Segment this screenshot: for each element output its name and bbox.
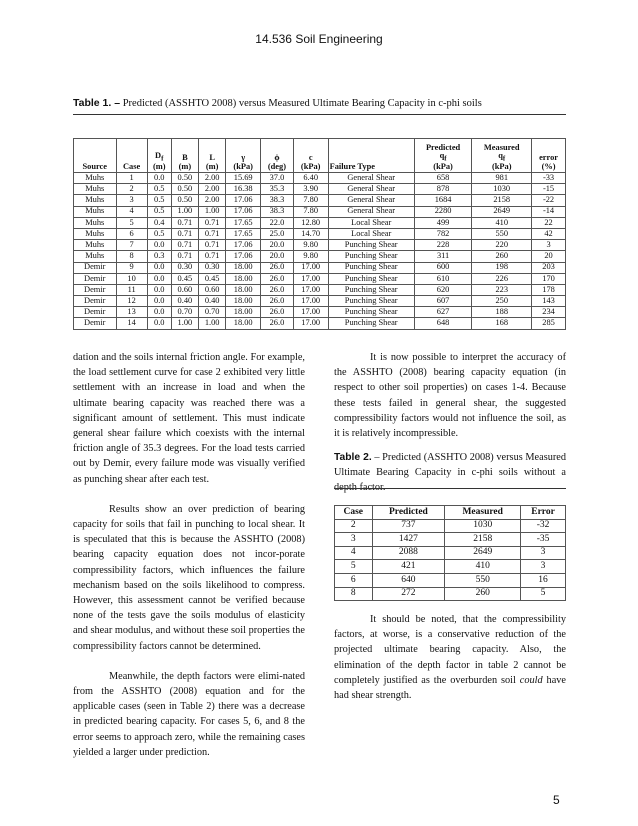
table1-cell: 0.0 — [147, 307, 171, 318]
table1-cell: 18.00 — [226, 318, 261, 329]
table2-caption-label: Table 2. — [334, 452, 372, 463]
table2 — [334, 505, 566, 601]
table1-cell: General Shear — [328, 206, 414, 217]
table1-header-cell — [293, 139, 328, 173]
table1-cell: 26.0 — [261, 284, 294, 295]
table1-cell: 17.00 — [293, 296, 328, 307]
table-row — [74, 228, 566, 239]
table1-cell: 234 — [532, 307, 566, 318]
table1-cell: Punching Shear — [328, 284, 414, 295]
table1-cell: 0.0 — [147, 173, 171, 184]
table2-cell: -35 — [521, 533, 566, 547]
table1-cell: Muhs — [74, 195, 117, 206]
table1-cell: 0.40 — [199, 296, 226, 307]
table1-cell: 170 — [532, 273, 566, 284]
table1-cell: 2.00 — [199, 195, 226, 206]
table1-cell: 1684 — [414, 195, 472, 206]
table1-cell: 0.71 — [199, 240, 226, 251]
table1-cell: 1 — [116, 173, 147, 184]
table1-cell: 26.0 — [261, 262, 294, 273]
table2-cell: 421 — [372, 560, 445, 574]
right-column — [334, 350, 566, 441]
table1-header-cell — [171, 139, 198, 173]
table1-header-line: Predicted — [425, 142, 461, 152]
table1-cell: Punching Shear — [328, 273, 414, 284]
table1-header-line: (%) — [541, 161, 556, 171]
table2-cell: 6 — [335, 573, 373, 587]
table-row — [335, 560, 566, 574]
table1-cell: 7.80 — [293, 195, 328, 206]
table1-cell: 7.80 — [293, 206, 328, 217]
table1-header-line: ϕ — [274, 153, 280, 163]
table1-cell: 499 — [414, 217, 472, 228]
table1-cell: Muhs — [74, 206, 117, 217]
table1-cell: 311 — [414, 251, 472, 262]
table1-header-line: $q_f$ — [498, 150, 506, 163]
table2-cell: 2088 — [372, 546, 445, 560]
table2-cell: 2158 — [445, 533, 521, 547]
table1-cell: Demir — [74, 273, 117, 284]
table2-cell: 3 — [335, 533, 373, 547]
table1-cell: 4 — [116, 206, 147, 217]
table1-cell: Demir — [74, 284, 117, 295]
table1-cell: 1.00 — [171, 318, 198, 329]
table1-cell: General Shear — [328, 195, 414, 206]
table1-cell: 9.80 — [293, 251, 328, 262]
table1-cell: 18.00 — [226, 296, 261, 307]
table1-cell: 8 — [116, 251, 147, 262]
table-row — [74, 296, 566, 307]
table1-cell: 0.60 — [171, 284, 198, 295]
table1-cell: 220 — [472, 240, 532, 251]
table1-cell: Local Shear — [328, 217, 414, 228]
table-row — [74, 217, 566, 228]
table1-body — [74, 173, 566, 330]
table1-cell: 550 — [472, 228, 532, 239]
table1-cell: 17.06 — [226, 240, 261, 251]
table1-header-line: (kPa) — [433, 161, 453, 171]
table1-header-line: Failure Type — [329, 161, 375, 171]
table1-cell: 3.90 — [293, 184, 328, 195]
table1-cell: 18.00 — [226, 284, 261, 295]
table1-cell: 0.0 — [147, 284, 171, 295]
table1-cell: 981 — [472, 173, 532, 184]
table-row — [335, 546, 566, 560]
table1-cell: 0.0 — [147, 262, 171, 273]
table1-header-row — [74, 139, 566, 173]
table1-cell: 600 — [414, 262, 472, 273]
table1-cell: 0.30 — [199, 262, 226, 273]
left-paragraph-1: dation and the soils internal friction angle. For example, the load settlement curve for case 2 exhibited very little settlement with an increase in load and when the ultimate bearing capacity was reached there was a significant amount of settlement. This must indicate general shear failure which coexists with the internal friction angle of 35.3 degrees. For the load tests carried out by Demir, every failure mode was visually verified as punching shear after each test. — [73, 352, 305, 485]
table1-cell: 610 — [414, 273, 472, 284]
table1-header-cell — [116, 139, 147, 173]
table-row — [74, 284, 566, 295]
table1-cell: 203 — [532, 262, 566, 273]
table1-header-line: $q_f$ — [439, 150, 447, 163]
table1-header-line: (m) — [205, 161, 219, 171]
table1-cell: 878 — [414, 184, 472, 195]
table2-cell: 16 — [521, 573, 566, 587]
table1-cell: 0.71 — [171, 240, 198, 251]
table1-cell: 18.00 — [226, 262, 261, 273]
table1-cell: 17.06 — [226, 206, 261, 217]
table1-cell: 0.0 — [147, 240, 171, 251]
table2-caption-text: – Predicted (ASSHTO 2008) versus Measured Ultimate Bearing Capacity in c-phi soils without a depth factor. — [334, 452, 566, 494]
table1-cell: Punching Shear — [328, 262, 414, 273]
table1-cell: 5 — [116, 217, 147, 228]
table1-cell: 11 — [116, 284, 147, 295]
table1-cell: Punching Shear — [328, 251, 414, 262]
table-row — [74, 307, 566, 318]
table1-cell: 2649 — [472, 206, 532, 217]
table1-cell: Muhs — [74, 228, 117, 239]
table2-cell: 640 — [372, 573, 445, 587]
page-number: 5 — [553, 793, 560, 807]
table1-cell: 17.65 — [226, 217, 261, 228]
table1-cell: 17.00 — [293, 273, 328, 284]
table1-cell: -33 — [532, 173, 566, 184]
table-row — [74, 318, 566, 329]
table-row — [74, 262, 566, 273]
table2-header-cell: Case — [335, 506, 373, 520]
table1-caption-label: Table 1. – — [73, 97, 121, 109]
table1-header-cell — [328, 139, 414, 173]
table1-cell: Muhs — [74, 184, 117, 195]
table1-cell: 38.3 — [261, 206, 294, 217]
table1-cell: 0.30 — [171, 262, 198, 273]
table1-header-cell — [226, 139, 261, 173]
table1-header-cell — [414, 139, 472, 173]
table1-cell: Punching Shear — [328, 240, 414, 251]
table1-cell: 16.38 — [226, 184, 261, 195]
table1-cell: 0.45 — [199, 273, 226, 284]
left-paragraph-2: Results show an over prediction of bearing capacity for soils that fail in punching to local shear. It is speculated that this is because the ASSHTO (2008) bearing capacity equation does not incor-porate compressibility factors, which influences the failure mechanism based on the soils likelihood to compress. However, this assessment cannot be verified because none of the tests gave the soils modulus of elasticity and shear modulus, and without these soil properties the compressibility factors cannot be determined. — [73, 503, 305, 652]
right-paragraph-2 — [334, 612, 566, 703]
table1-caption — [73, 97, 573, 109]
table1-cell: 17.06 — [226, 195, 261, 206]
table2-cell: 2649 — [445, 546, 521, 560]
table1-cell: 9 — [116, 262, 147, 273]
table1-cell: 14 — [116, 318, 147, 329]
table1-header-line: $D_f$ — [155, 150, 164, 163]
table1-cell: 0.5 — [147, 228, 171, 239]
table1-cell: 0.70 — [171, 307, 198, 318]
table1-cell: 188 — [472, 307, 532, 318]
table1-cell: 620 — [414, 284, 472, 295]
table1-header-line: (kPa) — [233, 161, 253, 171]
table1 — [73, 138, 566, 330]
table1-cell: 0.4 — [147, 217, 171, 228]
table2-cell: 5 — [335, 560, 373, 574]
table1-cell: 3 — [116, 195, 147, 206]
table1-cell: 178 — [532, 284, 566, 295]
table1-cell: 26.0 — [261, 273, 294, 284]
table1-cell: 0.71 — [199, 228, 226, 239]
table1-cell: 143 — [532, 296, 566, 307]
table1-cell: 38.3 — [261, 195, 294, 206]
page-header: 14.536 Soil Engineering — [255, 32, 383, 46]
table1-cell: 26.0 — [261, 296, 294, 307]
table1-cell: 250 — [472, 296, 532, 307]
table1-cell: 2 — [116, 184, 147, 195]
table1-cell: 0.60 — [199, 284, 226, 295]
table1-cell: General Shear — [328, 184, 414, 195]
table1-cell: 2.00 — [199, 173, 226, 184]
table1-cell: Punching Shear — [328, 318, 414, 329]
table1-cell: 17.00 — [293, 318, 328, 329]
table1-cell: 17.65 — [226, 228, 261, 239]
table1-cell: -14 — [532, 206, 566, 217]
table1-header-cell — [199, 139, 226, 173]
table1-cell: 226 — [472, 273, 532, 284]
table2-header-cell: Predicted — [372, 506, 445, 520]
table1-cell: 20.0 — [261, 251, 294, 262]
table1-cell: 1.00 — [199, 318, 226, 329]
table2-cell: 410 — [445, 560, 521, 574]
table1-cell: 12 — [116, 296, 147, 307]
table1-cell: 18.00 — [226, 273, 261, 284]
table1-cell: 42 — [532, 228, 566, 239]
table2-cell: 5 — [521, 587, 566, 601]
table2-cell: -32 — [521, 519, 566, 533]
table1-cell: 26.0 — [261, 307, 294, 318]
table2-header-cell: Measured — [445, 506, 521, 520]
table1-header-cell — [147, 139, 171, 173]
table1-cell: 17.00 — [293, 262, 328, 273]
table1-cell: -15 — [532, 184, 566, 195]
left-paragraph-3: Meanwhile, the depth factors were elimi-nated from the ASSHTO (2008) equation and for the applicable cases (seen in Table 2) there was a decrease in predicted bearing capacity. For cases 5, 6, and 8 the error seems to approach zero, while the remaining cases yielded a larger under prediction. — [73, 670, 305, 758]
table1-cell: 2280 — [414, 206, 472, 217]
table1-cell: 35.3 — [261, 184, 294, 195]
table1-header-line: (m) — [178, 161, 192, 171]
table-row — [335, 573, 566, 587]
table1-cell: 0.70 — [199, 307, 226, 318]
table1-cell: 223 — [472, 284, 532, 295]
table1-caption-text: Predicted (ASSHTO 2008) versus Measured Ultimate Bearing Capacity in c-phi soils — [120, 98, 482, 109]
table-row — [74, 184, 566, 195]
table1-cell: 0.45 — [171, 273, 198, 284]
table1-cell: Local Shear — [328, 228, 414, 239]
table2-cell: 260 — [445, 587, 521, 601]
table1-cell: 1030 — [472, 184, 532, 195]
table1-header-cell — [472, 139, 532, 173]
table1-cell: Punching Shear — [328, 296, 414, 307]
table1-header-line: (deg) — [267, 161, 286, 171]
subscript-f: f — [161, 154, 164, 163]
table1-cell: 17.00 — [293, 307, 328, 318]
table2-cell: 8 — [335, 587, 373, 601]
table2-body — [335, 519, 566, 601]
table1-cell: 627 — [414, 307, 472, 318]
table1-header-line: (kPa) — [300, 161, 321, 171]
table1-cell: Demir — [74, 307, 117, 318]
table1-cell: -22 — [532, 195, 566, 206]
table1-cell: 22 — [532, 217, 566, 228]
table2-cell: 2 — [335, 519, 373, 533]
right-column-lower — [334, 612, 566, 703]
table1-cell: 20.0 — [261, 240, 294, 251]
table1-cell: 0.0 — [147, 273, 171, 284]
table1-header-line: γ — [241, 153, 246, 163]
table1-cell: 0.50 — [171, 173, 198, 184]
right-paragraph-2-text-a: It should be noted, that the compressibility factors, at worse, is a conservative reduction of the projected ultimate bearing capacity. Also, the elimination of the depth factor in table 2 cannot be completely justified as the overburden soil — [334, 614, 566, 686]
table1-cell: 2.00 — [199, 184, 226, 195]
table1-cell: 37.0 — [261, 173, 294, 184]
table2-cell: 272 — [372, 587, 445, 601]
table1-cell: 2158 — [472, 195, 532, 206]
table1-cell: Demir — [74, 296, 117, 307]
table1-cell: Muhs — [74, 217, 117, 228]
table2-header-cell: Error — [521, 506, 566, 520]
table1-cell: Demir — [74, 318, 117, 329]
table2-cell: 737 — [372, 519, 445, 533]
table1-cell: 20 — [532, 251, 566, 262]
table2-cell: 1030 — [445, 519, 521, 533]
table1-cell: 0.0 — [147, 296, 171, 307]
table1-cell: 17.00 — [293, 284, 328, 295]
table1-cell: 1.00 — [199, 206, 226, 217]
table-row — [74, 251, 566, 262]
table1-cell: 0.3 — [147, 251, 171, 262]
table1-cell: Punching Shear — [328, 307, 414, 318]
table1-cell: 0.50 — [171, 184, 198, 195]
table1-cell: 0.50 — [171, 195, 198, 206]
table2-cell: 550 — [445, 573, 521, 587]
table1-cell: General Shear — [328, 173, 414, 184]
table2-cell: 3 — [521, 560, 566, 574]
right-paragraph-2-text-b: have had shear strength. — [334, 674, 566, 702]
table1-header-cell — [532, 139, 566, 173]
table1-cell: 6.40 — [293, 173, 328, 184]
table1-cell: 607 — [414, 296, 472, 307]
table1-header-line: L — [209, 153, 215, 163]
table1-header-line: (kPa) — [491, 161, 512, 171]
right-paragraph-1: It is now possible to interpret the accuracy of the ASSHTO (2008) bearing capacity equation (in respect to other soil properties) on cases 1-4. Because these tests failed in general shear, the suggested compressibility factors would not influence the soil, as it is relatively incompressible. — [334, 352, 566, 440]
table1-header-cell — [261, 139, 294, 173]
table1-cell: 10 — [116, 273, 147, 284]
right-paragraph-2-emphasis: could — [519, 674, 543, 686]
table1-cell: 18.00 — [226, 307, 261, 318]
table1-cell: 0.5 — [147, 184, 171, 195]
table1-cell: 25.0 — [261, 228, 294, 239]
table2-header-row — [335, 506, 566, 520]
table-row — [335, 533, 566, 547]
table1-cell: 410 — [472, 217, 532, 228]
table1-cell: 12.80 — [293, 217, 328, 228]
table1-cell: 0.40 — [171, 296, 198, 307]
table-row — [74, 273, 566, 284]
table1-cell: 0.71 — [171, 217, 198, 228]
table1-cell: 13 — [116, 307, 147, 318]
left-column — [73, 350, 305, 760]
subscript-f: f — [502, 154, 506, 163]
table1-cell: 285 — [532, 318, 566, 329]
table1-header-line: (m) — [152, 161, 166, 171]
table1-cell: Muhs — [74, 251, 117, 262]
table1-cell: 0.71 — [199, 217, 226, 228]
table1-cell: 1.00 — [171, 206, 198, 217]
table2-cell: 3 — [521, 546, 566, 560]
table1-header-cell — [74, 139, 117, 173]
table-row — [74, 195, 566, 206]
table1-header-line: Case — [123, 161, 141, 171]
table1-cell: Muhs — [74, 240, 117, 251]
table1-cell: 14.70 — [293, 228, 328, 239]
table1-cell: 6 — [116, 228, 147, 239]
table1-cell: Muhs — [74, 173, 117, 184]
table1-cell: 168 — [472, 318, 532, 329]
table1-cell: 26.0 — [261, 318, 294, 329]
subscript-f: f — [444, 154, 447, 163]
table2-cell: 4 — [335, 546, 373, 560]
table1-cell: 22.0 — [261, 217, 294, 228]
table1-cell: 260 — [472, 251, 532, 262]
table1-header-line: c — [308, 153, 313, 163]
table2-caption-rule — [334, 488, 566, 489]
table1-cell: 658 — [414, 173, 472, 184]
table1-cell: 17.06 — [226, 251, 261, 262]
table1-cell: 0.71 — [171, 251, 198, 262]
table-row — [74, 206, 566, 217]
table1-cell: 3 — [532, 240, 566, 251]
table1-cell: 228 — [414, 240, 472, 251]
table1-cell: 0.5 — [147, 195, 171, 206]
table2-cell: 1427 — [372, 533, 445, 547]
table1-header-line: Source — [82, 161, 107, 171]
table1-cell: Demir — [74, 262, 117, 273]
table1-cell: 0.71 — [171, 228, 198, 239]
table-row — [74, 173, 566, 184]
table1-cell: 782 — [414, 228, 472, 239]
table1-cell: 15.69 — [226, 173, 261, 184]
table1-cell: 7 — [116, 240, 147, 251]
table1-header-line: error — [539, 153, 558, 163]
table1-header-line: B — [182, 153, 188, 163]
table1-cell: 9.80 — [293, 240, 328, 251]
table1-cell: 648 — [414, 318, 472, 329]
table1-cell: 198 — [472, 262, 532, 273]
table-row — [335, 587, 566, 601]
table1-caption-rule — [73, 114, 566, 115]
table-row — [335, 519, 566, 533]
table1-cell: 0.71 — [199, 251, 226, 262]
table1-cell: 0.5 — [147, 206, 171, 217]
table1-header-line: Measured — [483, 142, 520, 152]
table1-cell: 0.0 — [147, 318, 171, 329]
table-row — [74, 240, 566, 251]
